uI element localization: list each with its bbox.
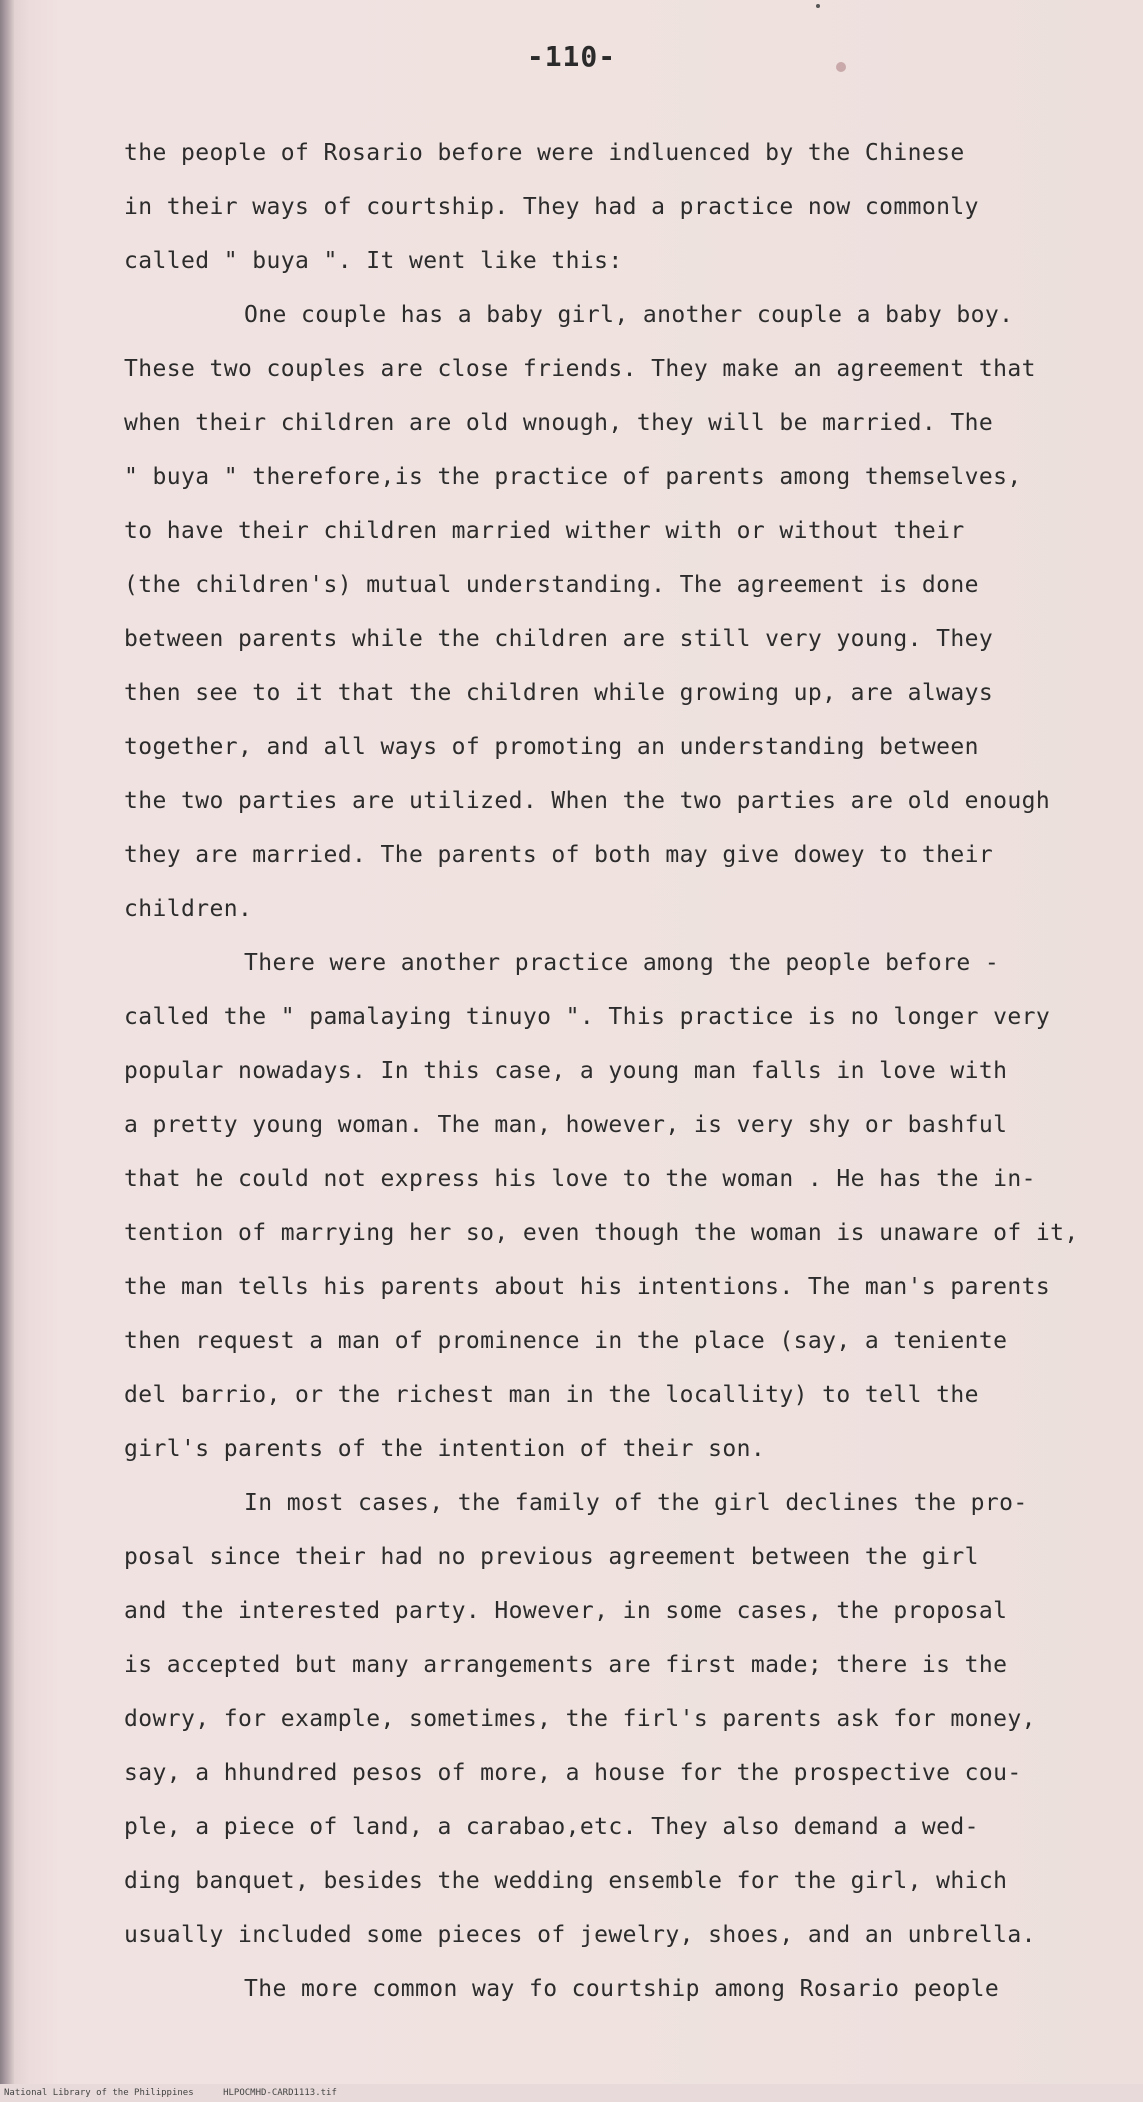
text-line: usually included some pieces of jewelry, shoes, and an unbrella. (124, 1922, 1036, 1948)
text-line: One couple has a baby girl, another couple a baby boy. (244, 302, 1014, 328)
text-line: that he could not express his love to the woman . He has the in- (124, 1166, 1036, 1192)
text-line: when their children are old wnough, they will be married. The (124, 410, 994, 436)
text-line: then request a man of prominence in the place (say, a teniente (124, 1328, 1008, 1354)
text-line: the two parties are utilized. When the two parties are old enough (124, 788, 1051, 814)
text-line: to have their children married wither with or without their (124, 518, 965, 544)
text-line: (the children's) mutual understanding. The agreement is done (124, 572, 979, 598)
text-line: dowry, for example, sometimes, the firl's parents ask for money, (124, 1706, 1036, 1732)
text-line: children. (124, 896, 253, 922)
text-line: between parents while the children are still very young. They (124, 626, 994, 652)
text-line: a pretty young woman. The man, however, is very shy or bashful (124, 1112, 1008, 1138)
footer-library: National Library of the Philippines (4, 2088, 194, 2098)
text-line: The more common way fo courtship among Rosario people (244, 1976, 1000, 2002)
text-line: popular nowadays. In this case, a young man falls in love with (124, 1058, 1008, 1084)
text-line: ple, a piece of land, a carabao,etc. They also demand a wed- (124, 1814, 979, 1840)
typewritten-body (124, 126, 1079, 2016)
text-line: girl's parents of the intention of their son. (124, 1436, 766, 1462)
page-binding-edge (0, 0, 14, 2102)
text-line: they are married. The parents of both may give dowey to their (124, 842, 994, 868)
scan-footer (0, 2084, 1143, 2102)
text-line: " buya " therefore,is the practice of parents among themselves, (124, 464, 1022, 490)
text-line: then see to it that the children while growing up, are always (124, 680, 994, 706)
text-line: del barrio, or the richest man in the locallity) to tell the (124, 1382, 979, 1408)
footer-file: HLPOCMHD-CARD1113.tif (223, 2088, 337, 2098)
text-line: ding banquet, besides the wedding ensemble for the girl, which (124, 1868, 1008, 1894)
text-line: tention of marrying her so, even though the woman is unaware of it, (124, 1220, 1079, 1246)
paragraph (124, 1962, 1024, 2016)
text-line: In most cases, the family of the girl declines the pro- (244, 1490, 1028, 1516)
text-line: is accepted but many arrangements are first made; there is the (124, 1652, 1008, 1678)
text-line: say, a hhundred pesos of more, a house for the prospective cou- (124, 1760, 1022, 1786)
text-line: called the " pamalaying tinuyo ". This practice is no longer very (124, 1004, 1051, 1030)
text-line: the man tells his parents about his intentions. The man's parents (124, 1274, 1051, 1300)
paragraph (124, 288, 1051, 936)
text-line: called " buya ". It went like this: (124, 248, 623, 274)
text-line: There were another practice among the people before - (244, 950, 1000, 976)
text-line: the people of Rosario before were indluenced by the Chinese (124, 140, 965, 166)
page-number: -110- (526, 40, 617, 73)
paragraph (124, 126, 1024, 288)
paragraph (124, 1476, 1036, 1962)
text-line: posal since their had no previous agreement between the girl (124, 1544, 979, 1570)
text-line: and the interested party. However, in some cases, the proposal (124, 1598, 1008, 1624)
text-line: in their ways of courtship. They had a practice now commonly (124, 194, 979, 220)
text-line: These two couples are close friends. They make an agreement that (124, 356, 1036, 382)
ink-spot (816, 4, 820, 8)
text-line: together, and all ways of promoting an understanding between (124, 734, 979, 760)
paragraph (124, 936, 1079, 1476)
